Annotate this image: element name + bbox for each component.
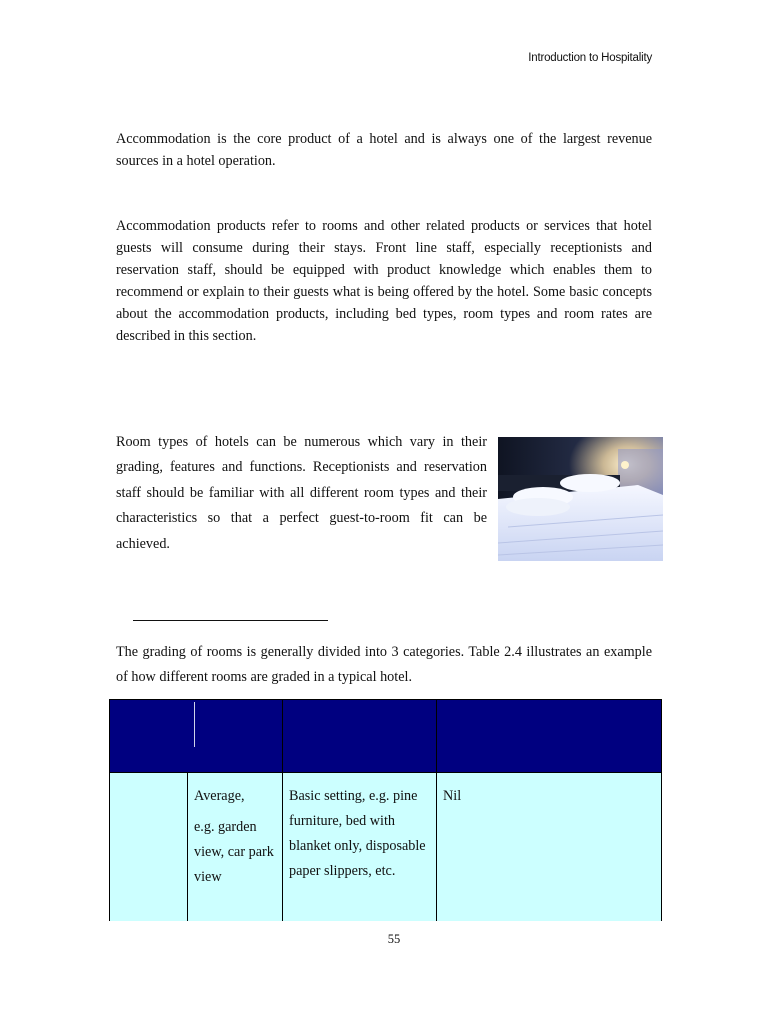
view-examples: e.g. garden view, car park view — [194, 819, 274, 885]
column-divider — [282, 700, 283, 921]
column-divider — [187, 773, 188, 921]
row-divider — [110, 772, 661, 773]
view-grade: Average, — [194, 788, 245, 804]
section-divider — [133, 620, 328, 621]
paragraph-room-grading: The grading of rooms is generally divided into 3 categories. Table 2.4 illustrates an example of how different rooms are graded in a typical hotel. — [116, 644, 652, 685]
room-grading-table — [109, 699, 662, 921]
paragraph-accommodation-core: Accommodation is the core product of a hotel and is always one of the largest revenue sources in a hotel operation. — [116, 131, 652, 169]
paragraph-room-types: Room types of hotels can be numerous which vary in their grading, features and functions. Receptionists and reservation staff should be familiar with all different room types and their characteristics so that a perfect guest-to-room fit can be achieved. — [116, 434, 487, 552]
paragraph-accommodation-products: Accommodation products refer to rooms and other related products or services that hotel guests will consume during their stays. Front line staff, especially receptionists and reservation staff, should be equipped with product knowledge which enables them to recommend or explain to their guests what is being offered by the hotel. Some basic concepts about the accommodation products, including bed types, room types and room rates are described in this section. — [116, 218, 652, 344]
table-header-row — [110, 700, 661, 773]
column-divider — [436, 700, 437, 921]
table-cell-extras: Nil — [443, 788, 462, 804]
bed-illustration — [498, 437, 663, 561]
page-number: 55 — [387, 932, 401, 946]
hotel-bed-photo — [498, 437, 663, 561]
header-cell-divider — [194, 702, 195, 747]
table-cell-view — [194, 784, 276, 890]
running-header-title: Introduction to Hospitality — [528, 52, 652, 64]
table-cell-furnishing: Basic setting, e.g. pine furniture, bed with blanket only, disposable paper slippers, etc. — [289, 788, 426, 879]
